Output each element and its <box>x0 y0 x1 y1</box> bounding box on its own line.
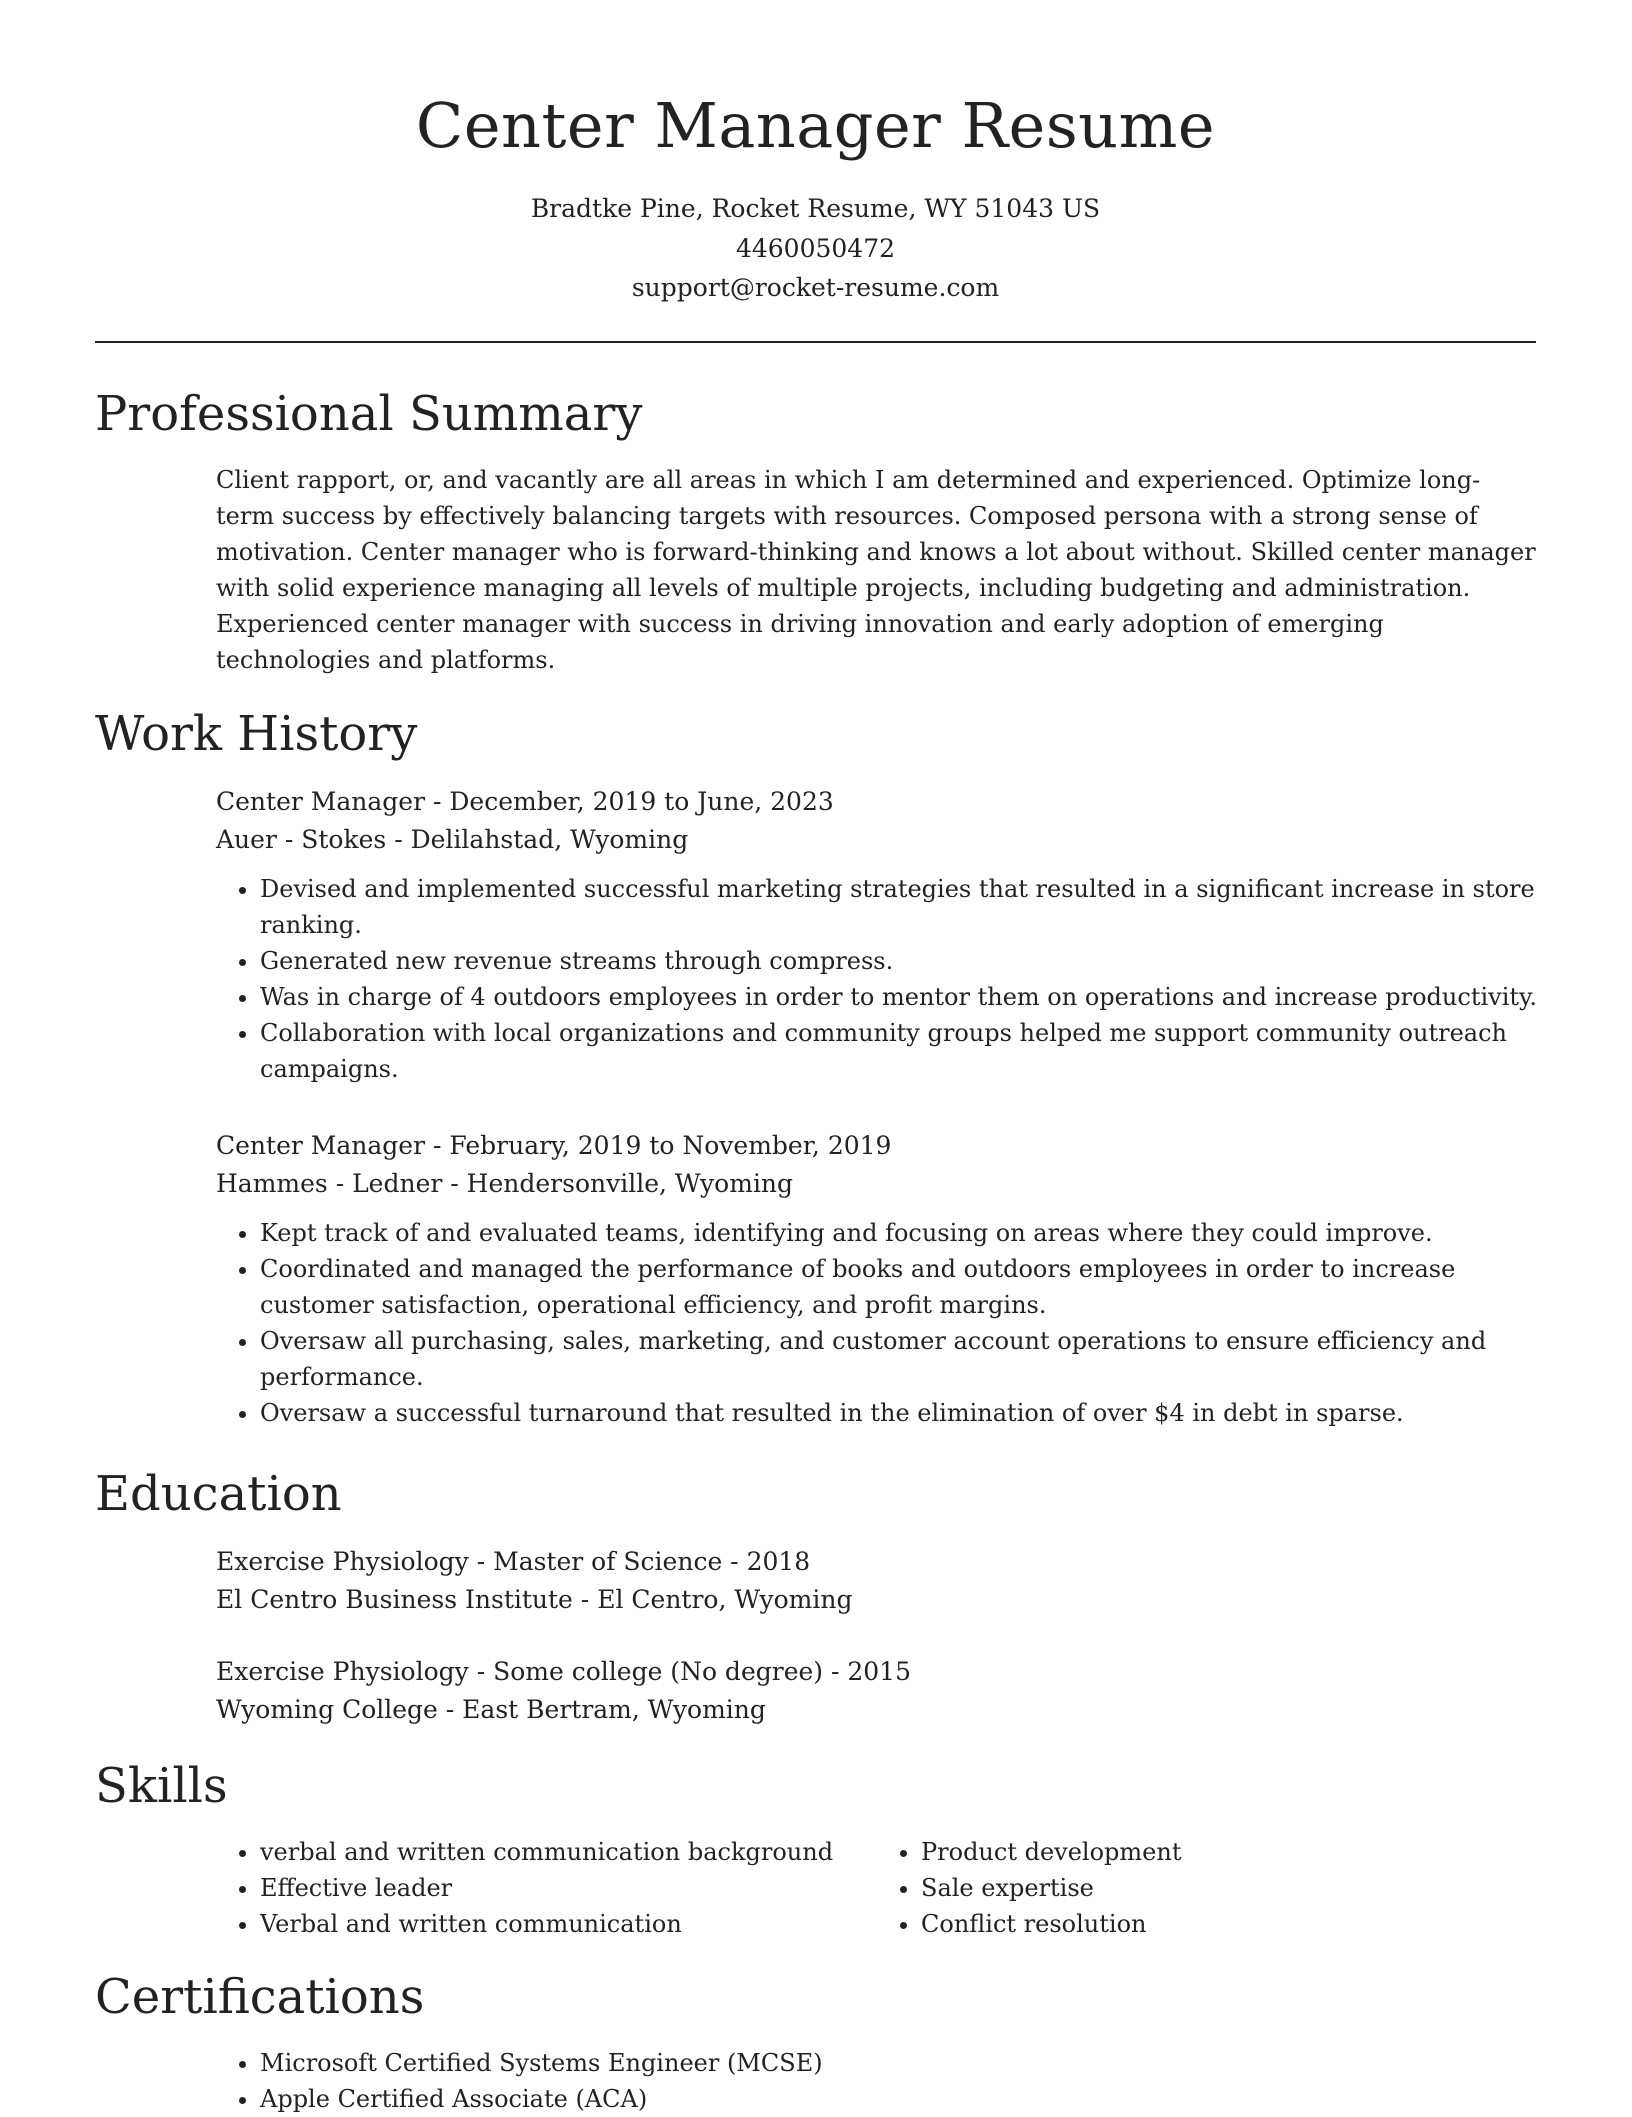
job-duty: • Coordinated and managed the performance of books and outdoors employees in order to increase customer satisfaction, operational efficiency, and profit margins. <box>260 1251 1538 1323</box>
education-school-line <box>216 1581 1538 1619</box>
work-history-heading: Work History <box>95 706 418 762</box>
job-duty: • Collaboration with local organizations and community groups helped me support community outreach campaigns. <box>260 1015 1538 1087</box>
certifications-heading: Certifications <box>95 1969 425 2025</box>
certification-item: • Microsoft Certified Systems Engineer (MCSE) <box>260 2045 1538 2081</box>
education-location: - El Centro, Wyoming <box>572 1585 853 1614</box>
email: support@rocket-resume.com <box>631 273 1000 302</box>
job-position: Center Manager <box>216 787 426 816</box>
job-title-line <box>216 783 1538 821</box>
skill-item: • verbal and written communication background <box>260 1834 877 1870</box>
skill-item: • Verbal and written communication <box>260 1906 877 1942</box>
job-duty: • Kept track of and evaluated teams, identifying and focusing on areas where they could improve. <box>260 1215 1538 1251</box>
summary-heading: Professional Summary <box>95 386 643 442</box>
job-duty: • Oversaw a successful turnaround that resulted in the elimination of over $4 in debt in sparse. <box>260 1395 1538 1431</box>
job-company-line <box>216 821 1538 859</box>
job-duties <box>216 1215 1538 1431</box>
certifications-section <box>216 2045 1538 2117</box>
job-duty: • Was in charge of 4 outdoors employees in order to mentor them on operations and increase productivity. <box>260 979 1538 1015</box>
job-dates: - December, 2019 to June, 2023 <box>425 787 834 816</box>
education-entry <box>216 1653 1538 1729</box>
resume-title: Center Manager Resume <box>415 89 1216 162</box>
skills-column-right <box>877 1834 1538 1942</box>
education-heading: Education <box>95 1466 342 1522</box>
job-location: - Delilahstad, Wyoming <box>386 825 689 854</box>
education-degree: Exercise Physiology - Some college (No degree) - 2015 <box>216 1657 911 1686</box>
address: Bradtke Pine, Rocket Resume, WY 51043 US <box>530 194 1101 223</box>
job-position: Center Manager <box>216 1131 426 1160</box>
job-title-line <box>216 1127 1538 1165</box>
skill-item: • Product development <box>921 1834 1538 1870</box>
summary-section <box>216 462 1538 678</box>
education-school: Wyoming College <box>216 1695 438 1724</box>
job-duty: • Oversaw all purchasing, sales, marketing, and customer account operations to ensure efficiency and performance. <box>260 1323 1538 1395</box>
skills-heading: Skills <box>95 1758 228 1814</box>
job-duties <box>216 871 1538 1087</box>
education-school-line <box>216 1691 1538 1729</box>
header-divider <box>95 341 1536 343</box>
certifications-list <box>216 2045 1538 2117</box>
certification-item: • Apple Certified Associate (ACA) <box>260 2081 1538 2117</box>
skill-item: • Effective leader <box>260 1870 877 1906</box>
job-location: - Hendersonville, Wyoming <box>442 1169 794 1198</box>
summary-text: Client rapport, or, and vacantly are all areas in which I am determined and experienced. Optimize long-term success by effectively balancing targets with resources. Composed persona with a strong sense of motivation. Center manager who is forward-thinking and knows a lot about without. Skilled center manager with solid experience managing all levels of multiple projects, including budgeting and administration. Experienced center manager with success in driving innovation and early adoption of emerging technologies and platforms. <box>216 466 1536 674</box>
education-school: El Centro Business Institute <box>216 1585 573 1614</box>
education-location: - East Bertram, Wyoming <box>437 1695 766 1724</box>
phone: 4460050472 <box>735 234 896 263</box>
job-company-line <box>216 1165 1538 1203</box>
job-dates: - February, 2019 to November, 2019 <box>425 1131 892 1160</box>
job-entry <box>216 783 1538 1087</box>
job-duty: • Generated new revenue streams through compress. <box>260 943 1538 979</box>
skills-column-left <box>216 1834 877 1942</box>
job-company: Auer - Stokes <box>216 825 387 854</box>
education-entry <box>216 1543 1538 1619</box>
skill-item: • Sale expertise <box>921 1870 1538 1906</box>
job-entry <box>216 1127 1538 1431</box>
skill-item: • Conflict resolution <box>921 1906 1538 1942</box>
job-duty: • Devised and implemented successful marketing strategies that resulted in a significant increase in store ranking. <box>260 871 1538 943</box>
skills-list <box>216 1834 1538 1942</box>
education-degree: Exercise Physiology - Master of Science - 2018 <box>216 1547 811 1576</box>
job-company: Hammes - Ledner <box>216 1169 443 1198</box>
